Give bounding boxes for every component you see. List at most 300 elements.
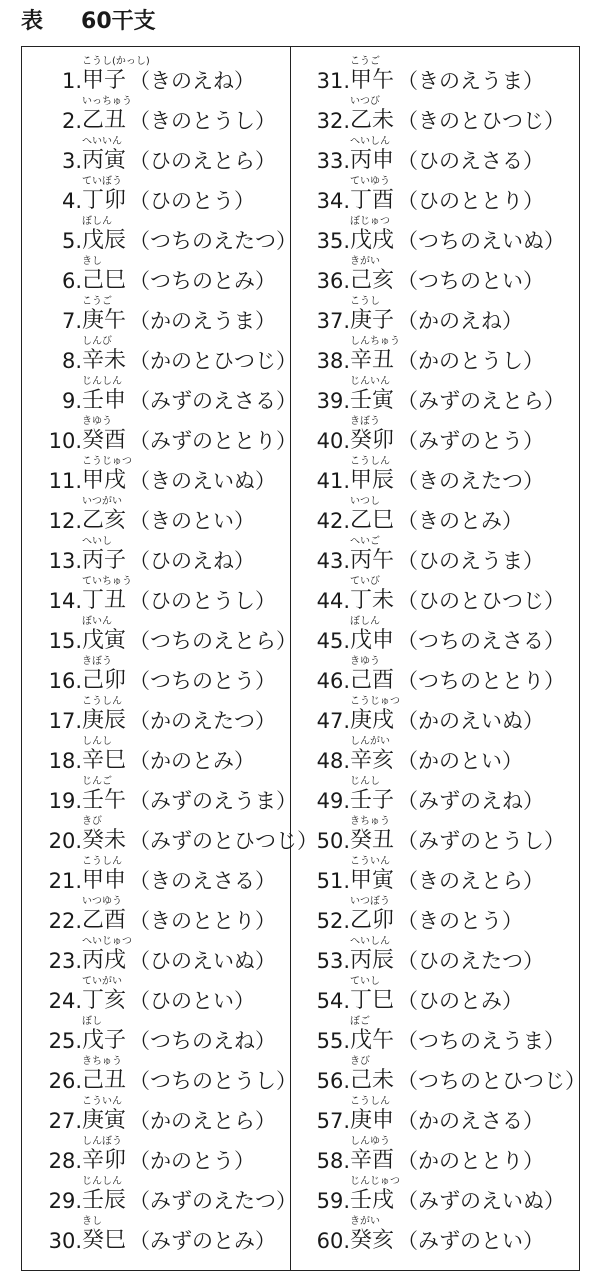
right-column	[297, 56, 586, 1257]
list-item	[32, 497, 284, 537]
entry-number: 27.	[48, 1109, 82, 1133]
list-item	[32, 257, 284, 297]
ruby-reading: へいしん	[350, 136, 390, 147]
kana-reading: （みずのとい）	[397, 1229, 544, 1253]
entry-number: 26.	[48, 1069, 82, 1093]
ruby-reading: こうじゅつ	[350, 696, 400, 707]
kana-reading: （ひのととり）	[397, 189, 544, 213]
list-item	[32, 177, 284, 217]
kana-reading: （かのえさる）	[397, 1109, 544, 1133]
kanji-name: 辛酉	[350, 1148, 395, 1173]
kanji-name: 丙申	[350, 148, 395, 173]
kana-reading: （きのととり）	[129, 909, 276, 933]
kanji-name: 壬申	[82, 388, 127, 413]
kanji-name: 戊午	[350, 1028, 395, 1053]
kanji-name: 丙辰	[350, 948, 395, 973]
kanji-name: 乙巳	[350, 508, 395, 533]
kana-reading: （みずのとう）	[397, 429, 544, 453]
list-item	[297, 697, 575, 737]
kana-reading: （つちのえうま）	[397, 1029, 565, 1053]
ruby-reading: こうご	[82, 296, 112, 307]
kana-reading: （かのとい）	[397, 749, 523, 773]
list-item	[32, 537, 284, 577]
kana-reading: （みずのととり）	[129, 429, 297, 453]
kanji-name: 庚辰	[82, 708, 127, 733]
ruby-reading: じんじゅつ	[350, 1176, 400, 1187]
ruby-reading: ぼし	[82, 1016, 102, 1027]
kanji-name: 乙未	[350, 108, 395, 133]
list-item	[297, 217, 575, 257]
list-item	[297, 977, 575, 1017]
table-title	[21, 4, 156, 40]
list-item	[32, 376, 297, 417]
kanji-name: 壬寅	[350, 388, 395, 413]
list-item	[32, 1056, 297, 1097]
list-item	[297, 1056, 586, 1097]
kanji-name: 戊子	[82, 1028, 127, 1053]
entry-number: 7.	[61, 309, 82, 333]
ruby-reading: じんし	[350, 776, 380, 787]
kana-reading: （つちのとうし）	[129, 1069, 297, 1093]
kanji-name: 壬子	[350, 788, 395, 813]
kana-reading: （みずのとひつじ）	[129, 829, 318, 853]
ruby-reading: ていし	[350, 976, 380, 987]
entry-number: 40.	[316, 429, 350, 453]
entry-number: 36.	[316, 269, 350, 293]
list-item	[297, 257, 575, 297]
list-item	[297, 1137, 575, 1177]
kana-reading: （つちのえとら）	[129, 629, 297, 653]
kanji-name: 壬辰	[82, 1188, 127, 1213]
entry-number: 49.	[316, 789, 350, 813]
ruby-reading: こうご	[350, 56, 380, 67]
entry-number: 11.	[48, 469, 82, 493]
kana-reading: （かのとひつじ）	[129, 349, 297, 373]
list-item	[297, 337, 575, 377]
ruby-reading: いつゆう	[82, 896, 122, 907]
ruby-reading: へいご	[350, 536, 380, 547]
kanji-name: 壬戌	[350, 1188, 395, 1213]
ruby-reading: しんぼう	[82, 1136, 122, 1147]
list-item	[297, 737, 575, 777]
list-item	[32, 97, 284, 137]
kanji-name: 戊寅	[82, 628, 127, 653]
entry-number: 1.	[61, 69, 82, 93]
list-item	[32, 737, 284, 777]
entry-number: 37.	[316, 309, 350, 333]
kana-reading: （きのえね）	[129, 69, 255, 93]
kana-reading: （かのえうま）	[129, 309, 276, 333]
entry-number: 58.	[316, 1149, 350, 1173]
entry-number: 12.	[48, 509, 82, 533]
ruby-reading: へいじゅつ	[82, 936, 132, 947]
list-item	[297, 1097, 575, 1137]
kana-reading: （かのとう）	[129, 1149, 255, 1173]
list-item	[297, 417, 575, 457]
ruby-reading: いつび	[350, 96, 380, 107]
kana-reading: （つちのえたつ）	[129, 229, 297, 253]
list-item	[297, 137, 575, 177]
kanji-name: 辛亥	[350, 748, 395, 773]
list-item	[297, 497, 575, 537]
kanji-name: 癸丑	[350, 828, 395, 853]
ruby-reading: いつがい	[82, 496, 122, 507]
list-item	[297, 377, 575, 417]
entry-number: 20.	[48, 829, 82, 853]
ruby-reading: じんしん	[82, 376, 122, 387]
kanji-name: 甲戌	[82, 468, 127, 493]
kanji-name: 癸酉	[82, 428, 127, 453]
kana-reading: （ひのえね）	[129, 549, 255, 573]
kanji-name: 甲辰	[350, 468, 395, 493]
list-item	[297, 857, 575, 897]
kana-reading: （きのえうま）	[397, 69, 544, 93]
kana-reading: （かのえね）	[397, 309, 523, 333]
kanji-name: 戊戌	[350, 228, 395, 253]
ruby-reading: いっちゅう	[82, 96, 132, 107]
entry-number: 6.	[61, 269, 82, 293]
ruby-reading: こういん	[350, 856, 390, 867]
list-item	[32, 1017, 284, 1057]
list-item	[297, 617, 575, 657]
kanji-name: 庚寅	[82, 1108, 127, 1133]
kanji-name: 丙子	[82, 548, 127, 573]
kana-reading: （かのととり）	[397, 1149, 544, 1173]
ruby-reading: ていゆう	[350, 176, 390, 187]
kanji-name: 癸亥	[350, 1228, 395, 1253]
ruby-reading: きゆう	[82, 416, 112, 427]
entry-number: 5.	[61, 229, 82, 253]
entry-number: 8.	[61, 349, 82, 373]
ruby-reading: いつし	[350, 496, 380, 507]
ruby-reading: しんし	[82, 736, 112, 747]
kana-reading: （かのとみ）	[129, 749, 255, 773]
list-item	[297, 57, 575, 97]
entry-number: 17.	[48, 709, 82, 733]
entry-number: 55.	[316, 1029, 350, 1053]
ruby-reading: ぼしん	[82, 216, 112, 227]
table-name: 60干支	[81, 9, 156, 34]
list-item	[32, 776, 297, 817]
list-item	[297, 97, 575, 137]
list-item	[297, 657, 575, 697]
kana-reading: （かのえとら）	[129, 1109, 276, 1133]
ruby-reading: しんがい	[350, 736, 390, 747]
kana-reading: （つちのとい）	[397, 269, 544, 293]
kanji-name: 丁未	[350, 588, 395, 613]
entry-number: 47.	[316, 709, 350, 733]
ruby-reading: きぼう	[350, 416, 380, 427]
entry-number: 16.	[48, 669, 82, 693]
kanji-name: 丁酉	[350, 188, 395, 213]
kanji-name: 乙丑	[82, 108, 127, 133]
kana-reading: （みずのえいぬ）	[397, 1189, 565, 1213]
kana-reading: （ひのとい）	[129, 989, 255, 1013]
list-item	[32, 616, 297, 657]
kana-reading: （ひのとう）	[129, 189, 255, 213]
ruby-reading: ていちゅう	[82, 576, 132, 587]
list-item	[297, 897, 575, 937]
list-item	[32, 457, 284, 497]
kana-reading: （ひのえいぬ）	[129, 949, 276, 973]
entry-number: 29.	[48, 1189, 82, 1213]
entry-number: 45.	[316, 629, 350, 653]
kanji-name: 乙酉	[82, 908, 127, 933]
list-item	[32, 216, 297, 257]
ruby-reading: こうし	[350, 296, 380, 307]
kanji-name: 丙戌	[82, 948, 127, 973]
kanji-name: 庚申	[350, 1108, 395, 1133]
ruby-reading: ていがい	[82, 976, 122, 987]
entry-number: 31.	[316, 69, 350, 93]
list-item	[32, 577, 284, 617]
entry-number: 25.	[48, 1029, 82, 1053]
kana-reading: （きのえたつ）	[397, 469, 544, 493]
kanji-name: 壬午	[82, 788, 127, 813]
ruby-reading: しんゆう	[350, 1136, 390, 1147]
kanji-name: 庚午	[82, 308, 127, 333]
kana-reading: （つちのとみ）	[129, 269, 276, 293]
kana-reading: （きのえさる）	[129, 869, 276, 893]
kanji-name: 己亥	[350, 268, 395, 293]
list-item	[32, 1176, 297, 1217]
kana-reading: （ひのえさる）	[397, 149, 544, 173]
kanji-name: 丁丑	[82, 588, 127, 613]
entry-number: 13.	[48, 549, 82, 573]
kana-reading: （かのえいぬ）	[397, 709, 544, 733]
kana-reading: （ひのえたつ）	[397, 949, 544, 973]
ruby-reading: へいしん	[350, 936, 390, 947]
kanji-name: 辛丑	[350, 348, 395, 373]
ruby-reading: こうしん	[82, 696, 122, 707]
list-item	[32, 137, 284, 177]
ruby-reading: こういん	[82, 1096, 122, 1107]
kana-reading: （かのえたつ）	[129, 709, 276, 733]
ruby-reading: ていび	[350, 576, 380, 587]
kanji-name: 己丑	[82, 1068, 127, 1093]
entry-number: 34.	[316, 189, 350, 213]
list-item	[32, 1097, 284, 1137]
list-item	[32, 57, 284, 97]
kanji-name: 丙寅	[82, 148, 127, 173]
ruby-reading: しんび	[82, 336, 112, 347]
entry-number: 9.	[61, 389, 82, 413]
entry-number: 21.	[48, 869, 82, 893]
entry-number: 56.	[316, 1069, 350, 1093]
kana-reading: （きのえいぬ）	[129, 469, 276, 493]
ruby-reading: きゆう	[350, 656, 380, 667]
ruby-reading: きし	[82, 256, 102, 267]
kana-reading: （みずのとみ）	[129, 1229, 276, 1253]
entry-number: 57.	[316, 1109, 350, 1133]
list-item	[297, 537, 575, 577]
table-label: 表	[21, 9, 44, 34]
ruby-reading: こうじゅつ	[82, 456, 132, 467]
ruby-reading: ぼご	[350, 1016, 370, 1027]
entry-number: 39.	[316, 389, 350, 413]
kanji-name: 戊辰	[82, 228, 127, 253]
entry-number: 23.	[48, 949, 82, 973]
ruby-reading: ぼいん	[82, 616, 112, 627]
kana-reading: （つちのえさる）	[397, 629, 565, 653]
entry-number: 50.	[316, 829, 350, 853]
ruby-reading: ていぼう	[82, 176, 122, 187]
kana-reading: （ひのえうま）	[397, 549, 544, 573]
entry-number: 22.	[48, 909, 82, 933]
list-item	[297, 777, 575, 817]
kanji-name: 己巳	[82, 268, 127, 293]
kana-reading: （きのとい）	[129, 509, 255, 533]
ruby-reading: ぼじゅつ	[350, 216, 390, 227]
kana-reading: （みずのえね）	[397, 789, 544, 813]
list-item	[32, 1137, 284, 1177]
kana-reading: （きのえとら）	[397, 869, 544, 893]
entry-number: 33.	[316, 149, 350, 173]
list-item	[32, 697, 284, 737]
kanji-name: 丁卯	[82, 188, 127, 213]
list-item	[297, 817, 575, 857]
kana-reading: （つちのえね）	[129, 1029, 276, 1053]
entry-number: 59.	[316, 1189, 350, 1213]
list-item	[32, 336, 297, 377]
kanji-name: 庚子	[350, 308, 395, 333]
list-item	[32, 297, 284, 337]
entry-number: 44.	[316, 589, 350, 613]
ruby-reading: きがい	[350, 256, 380, 267]
ruby-reading: じんいん	[350, 376, 390, 387]
kana-reading: （きのとひつじ）	[397, 109, 565, 133]
list-item	[297, 297, 575, 337]
entry-number: 54.	[316, 989, 350, 1013]
ruby-reading: きび	[82, 816, 102, 827]
ruby-reading: いつぼう	[350, 896, 390, 907]
kana-reading: （みずのえうま）	[129, 789, 297, 813]
kana-reading: （つちのとひつじ）	[397, 1069, 586, 1093]
kana-reading: （ひのとうし）	[129, 589, 276, 613]
entry-number: 52.	[316, 909, 350, 933]
kanji-name: 癸巳	[82, 1228, 127, 1253]
ruby-reading: ぼしん	[350, 616, 380, 627]
entry-number: 60.	[316, 1229, 350, 1253]
kanji-name: 辛巳	[82, 748, 127, 773]
ruby-reading: きび	[350, 1056, 370, 1067]
kanji-name: 庚戌	[350, 708, 395, 733]
entry-number: 43.	[316, 549, 350, 573]
kana-reading: （ひのえとら）	[129, 149, 276, 173]
ruby-reading: こうしん	[350, 1096, 390, 1107]
list-item	[297, 1217, 575, 1257]
kana-reading: （ひのとひつじ）	[397, 589, 565, 613]
entry-number: 2.	[61, 109, 82, 133]
kanji-name: 丁亥	[82, 988, 127, 1013]
kana-reading: （みずのとうし）	[397, 829, 565, 853]
kana-reading: （みずのえさる）	[129, 389, 297, 413]
list-item	[297, 457, 575, 497]
ruby-reading: じんしん	[82, 1176, 122, 1187]
kanji-name: 丁巳	[350, 988, 395, 1013]
kana-reading: （つちのとう）	[129, 669, 276, 693]
entry-number: 51.	[316, 869, 350, 893]
entry-number: 48.	[316, 749, 350, 773]
ruby-reading: こうしん	[350, 456, 390, 467]
list-item	[32, 857, 284, 897]
list-item	[32, 1217, 284, 1257]
list-item	[32, 816, 318, 857]
kanji-name: 辛未	[82, 348, 127, 373]
kanji-name: 甲寅	[350, 868, 395, 893]
list-item	[297, 937, 575, 977]
list-item	[32, 977, 284, 1017]
entry-number: 41.	[316, 469, 350, 493]
kana-reading: （つちのととり）	[397, 669, 565, 693]
left-column	[32, 56, 318, 1257]
ruby-reading: こうしん	[82, 856, 122, 867]
entry-number: 28.	[48, 1149, 82, 1173]
kanji-name: 甲子	[82, 68, 127, 93]
kanji-name: 乙亥	[82, 508, 127, 533]
ruby-reading: しんちゅう	[350, 336, 400, 347]
kanji-name: 癸卯	[350, 428, 395, 453]
sexagenary-cycle-table	[21, 46, 586, 1271]
ruby-reading: きぼう	[82, 656, 112, 667]
list-item	[297, 177, 575, 217]
list-item	[32, 416, 297, 457]
entry-number: 18.	[48, 749, 82, 773]
kana-reading: （かのとうし）	[397, 349, 544, 373]
list-item	[297, 1017, 575, 1057]
kanji-name: 甲申	[82, 868, 127, 893]
entry-number: 35.	[316, 229, 350, 253]
entry-number: 19.	[48, 789, 82, 813]
kana-reading: （きのとう）	[397, 909, 523, 933]
kanji-name: 己卯	[82, 668, 127, 693]
entry-number: 14.	[48, 589, 82, 613]
kanji-name: 癸未	[82, 828, 127, 853]
ruby-reading: じんご	[82, 776, 112, 787]
kanji-name: 己酉	[350, 668, 395, 693]
entry-number: 4.	[61, 189, 82, 213]
kana-reading: （きのとみ）	[397, 509, 523, 533]
ruby-reading: きちゅう	[350, 816, 390, 827]
kanji-name: 己未	[350, 1068, 395, 1093]
ruby-reading: きがい	[350, 1216, 380, 1227]
ruby-reading: きちゅう	[82, 1056, 122, 1067]
entry-number: 53.	[316, 949, 350, 973]
kanji-name: 乙卯	[350, 908, 395, 933]
entry-number: 42.	[316, 509, 350, 533]
ruby-reading: こうし(かっし)	[82, 56, 150, 67]
kana-reading: （みずのえとら）	[397, 389, 565, 413]
ruby-reading: へいし	[82, 536, 112, 547]
list-item	[32, 937, 284, 977]
kanji-name: 戊申	[350, 628, 395, 653]
entry-number: 3.	[61, 149, 82, 173]
kanji-name: 丙午	[350, 548, 395, 573]
kana-reading: （きのとうし）	[129, 109, 276, 133]
list-item	[32, 657, 284, 697]
kanji-name: 甲午	[350, 68, 395, 93]
ruby-reading: きし	[82, 1216, 102, 1227]
entry-number: 24.	[48, 989, 82, 1013]
entry-number: 10.	[48, 429, 82, 453]
list-item	[297, 577, 575, 617]
entry-number: 32.	[316, 109, 350, 133]
kana-reading: （みずのえたつ）	[129, 1189, 297, 1213]
kana-reading: （つちのえいぬ）	[397, 229, 565, 253]
entry-number: 38.	[316, 349, 350, 373]
list-item	[297, 1177, 575, 1217]
entry-number: 15.	[48, 629, 82, 653]
